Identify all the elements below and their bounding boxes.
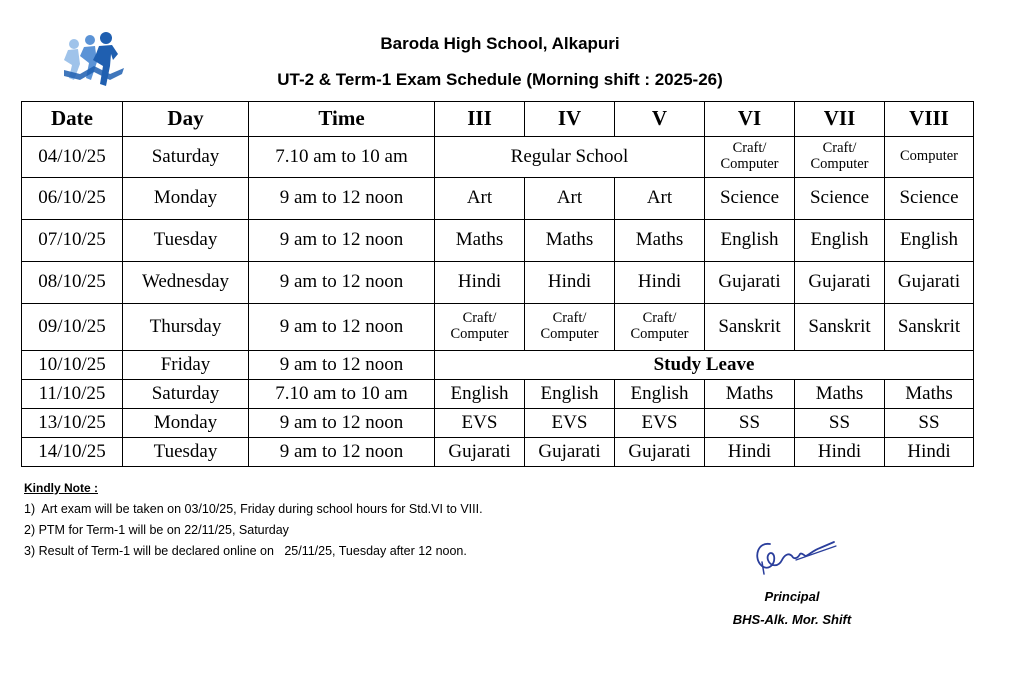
day-cell: Saturday [123,380,249,409]
subject-cell: Hindi [525,262,615,304]
day-cell: Saturday [123,137,249,178]
subject-cell: English [795,220,885,262]
col-header-day: Day [123,102,249,137]
subject-line: Craft/ [822,140,857,157]
subject-cell: Gujarati [795,262,885,304]
time-cell: 9 am to 12 noon [249,220,435,262]
col-header-std-iii: III [435,102,525,137]
subject-cell: Art [615,178,705,220]
time-cell: 9 am to 12 noon [249,409,435,438]
subject-cell: Sanskrit [885,304,974,351]
col-header-std-vi: VI [705,102,795,137]
col-header-std-vii: VII [795,102,885,137]
table-row [22,380,974,409]
subject-cell: English [705,220,795,262]
subject-cell: EVS [615,409,705,438]
subject-cell [525,304,615,351]
notes-heading: Kindly Note : [24,481,98,495]
subject-cell: English [435,380,525,409]
note-item: 2) PTM for Term-1 will be on 22/11/25, Saturday [24,523,289,537]
principal-title: Principal [764,589,820,604]
subject-cell: Maths [435,220,525,262]
col-header-std-viii: VIII [885,102,974,137]
subject-cell: Science [705,178,795,220]
day-cell: Monday [123,409,249,438]
note-item: 1) Art exam will be taken on 03/10/25, Friday during school hours for Std.VI to VIII. [24,502,483,516]
subject-line: Computer [630,326,689,342]
subject-cell: Maths [885,380,974,409]
subject-cell: Hindi [795,438,885,467]
date-cell: 04/10/25 [22,137,123,178]
subject-cell: Gujarati [615,438,705,467]
subject-cell: Art [435,178,525,220]
subject-cell: Maths [615,220,705,262]
col-header-std-iv: IV [525,102,615,137]
subject-line: Craft/ [642,310,677,327]
subject-cell: Maths [795,380,885,409]
subject-cell [435,304,525,351]
study-leave-cell: Study Leave [435,351,974,380]
time-cell: 9 am to 12 noon [249,351,435,380]
subject-cell: Sanskrit [705,304,795,351]
subject-cell [615,304,705,351]
date-cell: 08/10/25 [22,262,123,304]
table-row [22,438,974,467]
date-cell: 09/10/25 [22,304,123,351]
day-cell: Thursday [123,304,249,351]
exam-schedule-table [21,101,974,467]
subject-cell: EVS [525,409,615,438]
subject-cell: SS [705,409,795,438]
subject-cell: English [885,220,974,262]
date-cell: 07/10/25 [22,220,123,262]
table-row [22,409,974,438]
time-cell: 9 am to 12 noon [249,304,435,351]
date-cell: 13/10/25 [22,409,123,438]
note-item: 3) Result of Term-1 will be declared online on 25/11/25, Tuesday after 12 noon. [24,544,467,558]
subject-line: Craft/ [552,310,587,327]
schedule-title: UT-2 & Term-1 Exam Schedule (Morning shift : 2025-26) [277,70,723,89]
date-cell: 11/10/25 [22,380,123,409]
subject-line: Craft/ [462,310,497,327]
subject-line: Computer [450,326,509,342]
subject-cell: Gujarati [885,262,974,304]
subject-cell: Hindi [705,438,795,467]
subject-cell: Maths [705,380,795,409]
subject-cell: Computer [885,137,974,178]
subject-line: Computer [810,156,869,172]
subject-cell: English [525,380,615,409]
time-cell: 7.10 am to 10 am [249,137,435,178]
time-cell: 7.10 am to 10 am [249,380,435,409]
principal-office: BHS-Alk. Mor. Shift [732,612,852,627]
table-row [22,178,974,220]
subject-cell: Gujarati [525,438,615,467]
day-cell: Tuesday [123,220,249,262]
date-cell: 10/10/25 [22,351,123,380]
subject-cell: Maths [525,220,615,262]
day-cell: Friday [123,351,249,380]
regular-school-cell: Regular School [435,137,705,178]
table-row [22,304,974,351]
school-name: Baroda High School, Alkapuri [380,34,620,53]
date-cell: 14/10/25 [22,438,123,467]
table-row [22,262,974,304]
subject-cell: EVS [435,409,525,438]
subject-cell [705,137,795,178]
subject-cell: Gujarati [435,438,525,467]
col-header-time: Time [249,102,435,137]
subject-cell: Hindi [615,262,705,304]
subject-cell: Hindi [885,438,974,467]
subject-cell: Gujarati [705,262,795,304]
time-cell: 9 am to 12 noon [249,438,435,467]
principal-signature [748,530,840,578]
date-cell: 06/10/25 [22,178,123,220]
subject-cell: English [615,380,705,409]
col-header-date: Date [22,102,123,137]
day-cell: Monday [123,178,249,220]
col-header-std-v: V [615,102,705,137]
subject-line: Computer [540,326,599,342]
subject-cell: SS [885,409,974,438]
subject-line: Craft/ [732,140,767,157]
time-cell: 9 am to 12 noon [249,178,435,220]
time-cell: 9 am to 12 noon [249,262,435,304]
table-row [22,351,974,380]
subject-cell: Art [525,178,615,220]
subject-cell: Sanskrit [795,304,885,351]
day-cell: Wednesday [123,262,249,304]
subject-cell [795,137,885,178]
header-row [22,102,974,137]
table-row [22,220,974,262]
table-row [22,137,974,178]
subject-line: Computer [720,156,779,172]
subject-cell: Science [885,178,974,220]
day-cell: Tuesday [123,438,249,467]
subject-cell: SS [795,409,885,438]
subject-cell: Science [795,178,885,220]
subject-cell: Hindi [435,262,525,304]
